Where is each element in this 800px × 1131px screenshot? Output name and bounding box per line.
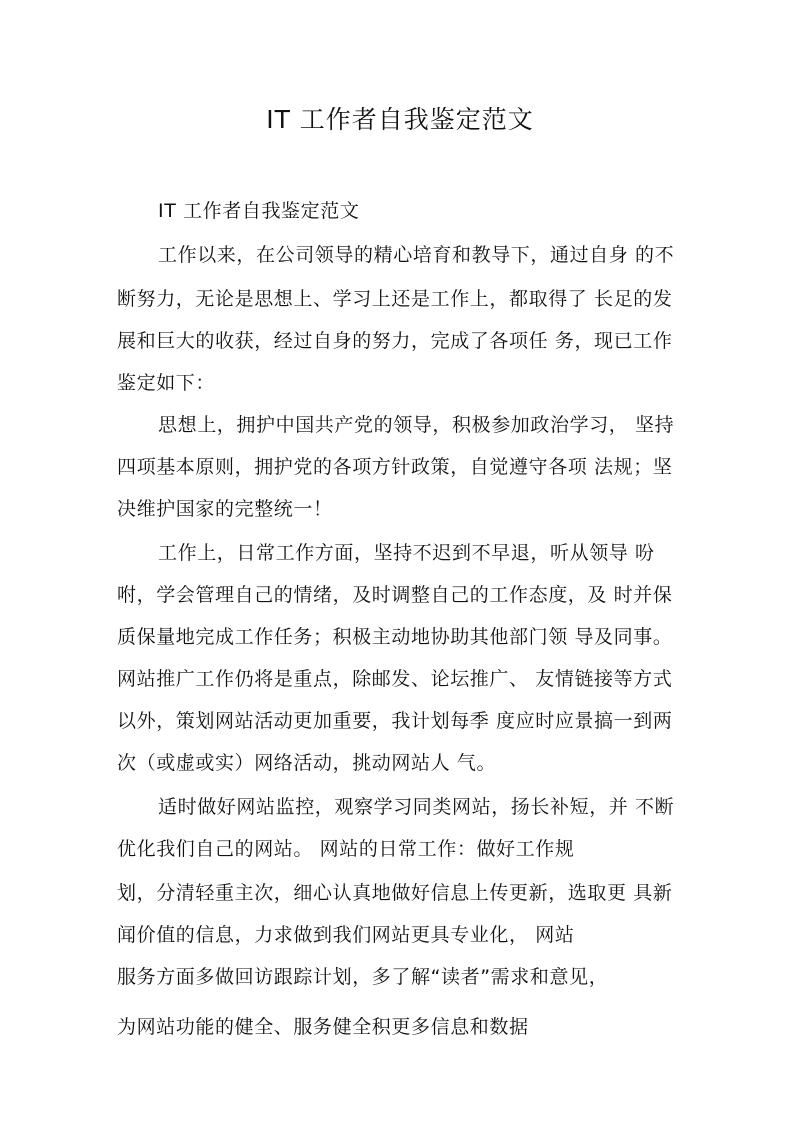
document-title: IT 工作者自我鉴定范文 (266, 105, 534, 134)
paragraph-line: 展和巨大的收获，经过自身的努力，完成了各项任 务，现已工作 (117, 330, 673, 352)
paragraph-line: 思想上，拥护中国共产党的领导，积极参加政治学习， 坚持 (158, 414, 675, 436)
paragraph-line: 四项基本原则，拥护党的各项方针政策，自觉遵守各项 法规；坚 (117, 456, 673, 478)
paragraph-line: 鉴定如下： (117, 372, 216, 394)
paragraph-line: 服务方面多做回访跟踪计划，多了解“读者”需求和意见， (117, 966, 609, 988)
paragraph-line: 划，分清轻重主次，细心认真地做好信息上传更新，选取更 具新 (117, 882, 673, 904)
paragraph-line: 优化我们自己的网站。 网站的日常工作：做好工作规 (117, 838, 575, 860)
paragraph-line: 闻价值的信息，力求做到我们网站更具专业化， 网站 (117, 924, 575, 946)
paragraph-line: 断努力，无论是思想上、学习上还是工作上，都取得了 长足的发 (117, 288, 673, 310)
paragraph-line: 咐，学会管理自己的情绪，及时调整自己的工作态度，及 时并保 (117, 584, 673, 606)
paragraph-line: 工作上，日常工作方面，坚持不迟到不早退，听从领导 吩 (158, 542, 655, 564)
paragraph-line: 适时做好网站监控，观察学习同类网站，扬长补短，并 不断 (158, 796, 675, 818)
paragraph-line: 质保量地完成工作任务；积极主动地协助其他部门领 导及同事。 (117, 626, 673, 648)
paragraph-line: 工作以来，在公司领导的精心培育和教导下，通过自身 的不 (158, 244, 675, 266)
paragraph-line: 为网站功能的健全、服务健全积更多信息和数据 (117, 1016, 529, 1038)
subtitle-line: IT 工作者自我鉴定范文 (158, 200, 360, 222)
paragraph-line: 以外，策划网站活动更加重要，我计划每季 度应时应景搞一到两 (117, 710, 673, 732)
paragraph-line: 网站推广工作仍将是重点，除邮发、论坛推广、 友情链接等方式 (117, 668, 673, 690)
paragraph-line: 决维护国家的完整统一！ (117, 498, 333, 520)
paragraph-line: 次（或虚或实）网络活动，挑动网站人 气。 (117, 752, 497, 774)
